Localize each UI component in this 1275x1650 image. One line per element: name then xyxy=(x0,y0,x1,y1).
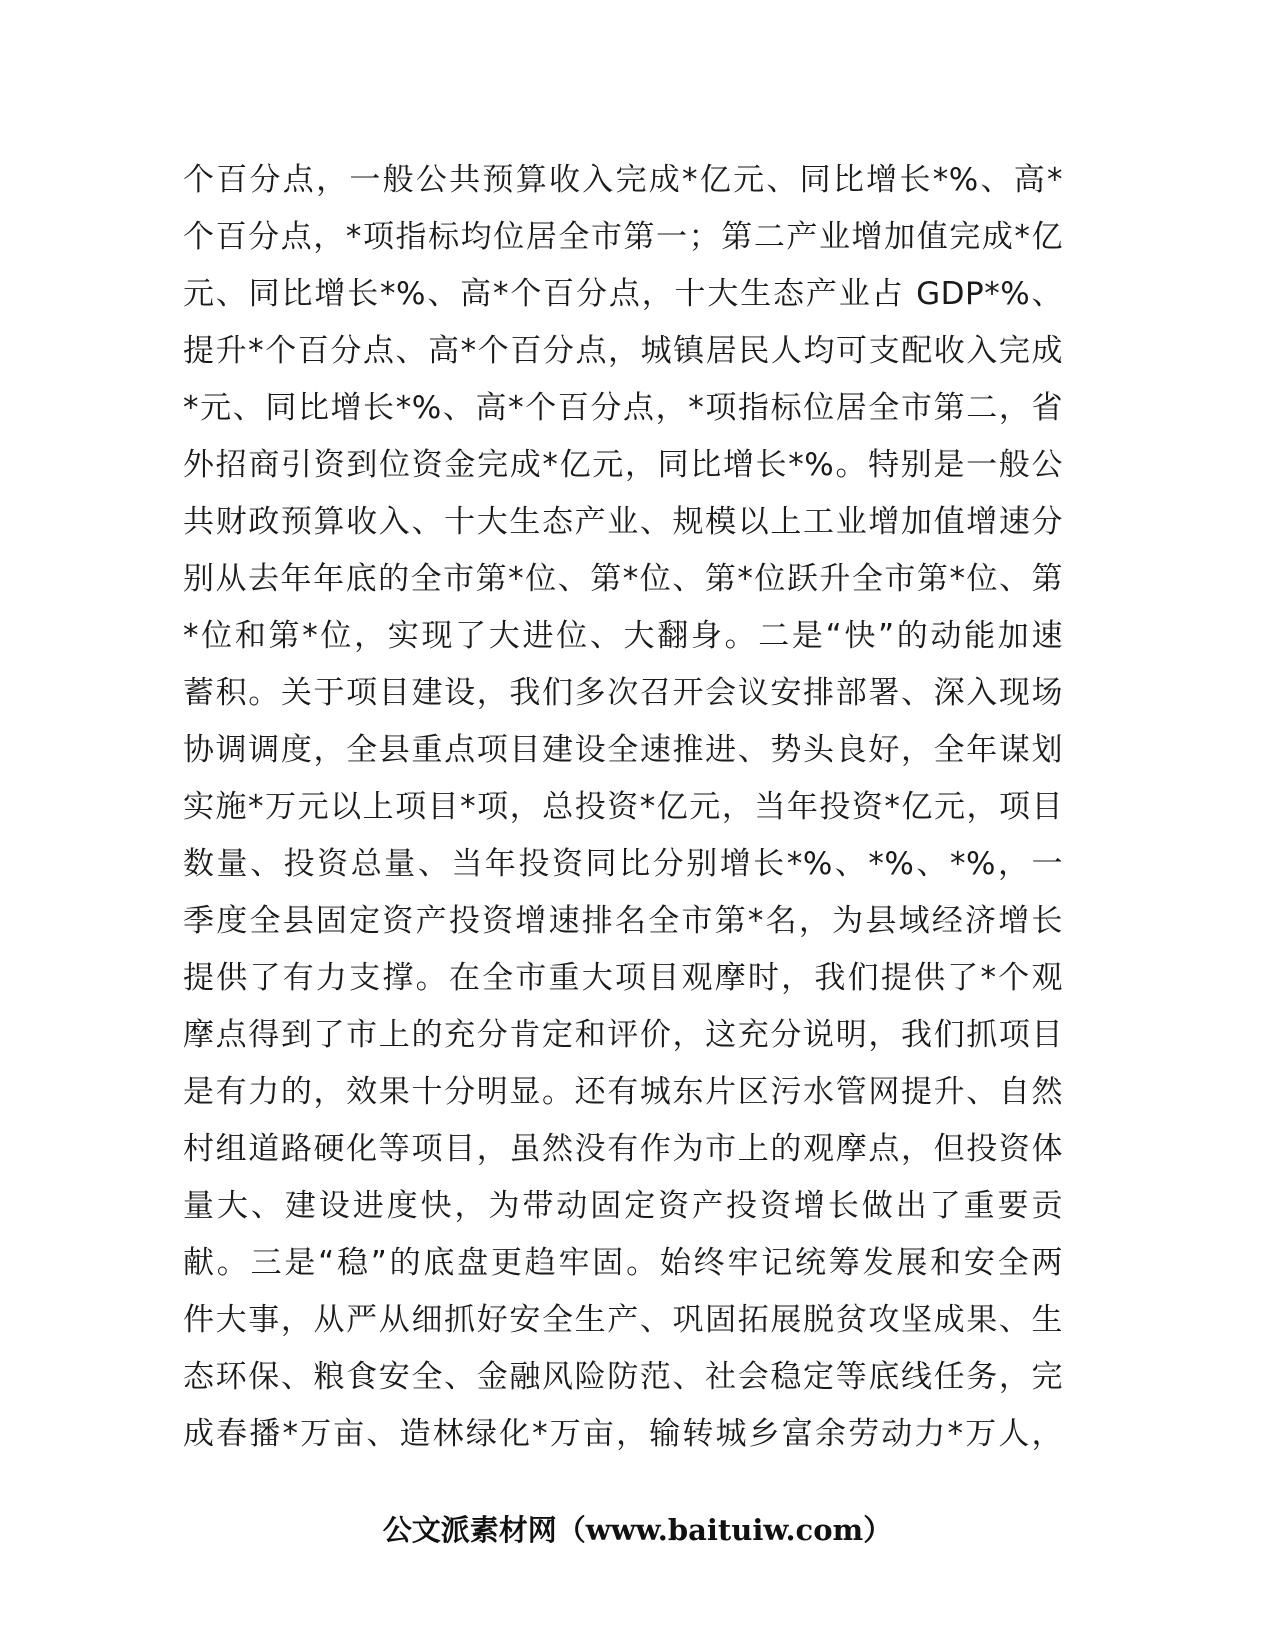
text-line: 献。三是“稳”的底盘更趋牢固。始终牢记统筹发展和安全两 xyxy=(183,1245,1063,1281)
footer-watermark-text: 公文派素材网（www.baituiw.com） xyxy=(382,1513,893,1547)
text-line: 共财政预算收入、十大生态产业、规模以上工业增加值增速分 xyxy=(183,504,1063,540)
text-line: 季度全县固定资产投资增速排名全市第*名，为县域经济增长 xyxy=(183,903,1063,939)
text-line: 提供了有力支撑。在全市重大项目观摩时，我们提供了*个观 xyxy=(183,960,1063,996)
body-text xyxy=(183,152,1063,1463)
text-line: 是有力的，效果十分明显。还有城东片区污水管网提升、自然 xyxy=(183,1074,1063,1110)
text-line: 量大、建设进度快，为带动固定资产投资增长做出了重要贡 xyxy=(183,1188,1063,1224)
text-line: 件大事，从严从细抓好安全生产、巩固拓展脱贫攻坚成果、生 xyxy=(183,1302,1063,1338)
text-line: 个百分点，一般公共预算收入完成*亿元、同比增长*%、高* xyxy=(183,162,1063,198)
text-line: 提升*个百分点、高*个百分点，城镇居民人均可支配收入完成 xyxy=(183,333,1063,369)
text-line: 协调调度，全县重点项目建设全速推进、势头良好，全年谋划 xyxy=(183,732,1063,768)
text-line: *位和第*位，实现了大进位、大翻身。二是“快”的动能加速 xyxy=(183,618,1063,654)
text-line: *元、同比增长*%、高*个百分点，*项指标位居全市第二，省 xyxy=(183,390,1063,426)
text-line: 别从去年年底的全市第*位、第*位、第*位跃升全市第*位、第 xyxy=(183,561,1063,597)
text-line: 摩点得到了市上的充分肯定和评价，这充分说明，我们抓项目 xyxy=(183,1017,1063,1053)
text-line: 数量、投资总量、当年投资同比分别增长*%、*%、*%，一 xyxy=(183,846,1063,882)
text-line: 外招商引资到位资金完成*亿元，同比增长*%。特别是一般公 xyxy=(183,447,1063,483)
text-line: 元、同比增长*%、高*个百分点，十大生态产业占 GDP*%、 xyxy=(183,276,1063,312)
text-line: 个百分点，*项指标均位居全市第一；第二产业增加值完成*亿 xyxy=(183,219,1063,255)
text-line: 蓄积。关于项目建设，我们多次召开会议安排部署、深入现场 xyxy=(183,675,1063,711)
text-line: 成春播*万亩、造林绿化*万亩，输转城乡富余劳动力*万人， xyxy=(183,1416,1063,1452)
text-line: 村组道路硬化等项目，虽然没有作为市上的观摩点，但投资体 xyxy=(183,1131,1063,1167)
text-line: 实施*万元以上项目*项，总投资*亿元，当年投资*亿元，项目 xyxy=(183,789,1063,825)
text-line: 态环保、粮食安全、金融风险防范、社会稳定等底线任务，完 xyxy=(183,1359,1063,1395)
